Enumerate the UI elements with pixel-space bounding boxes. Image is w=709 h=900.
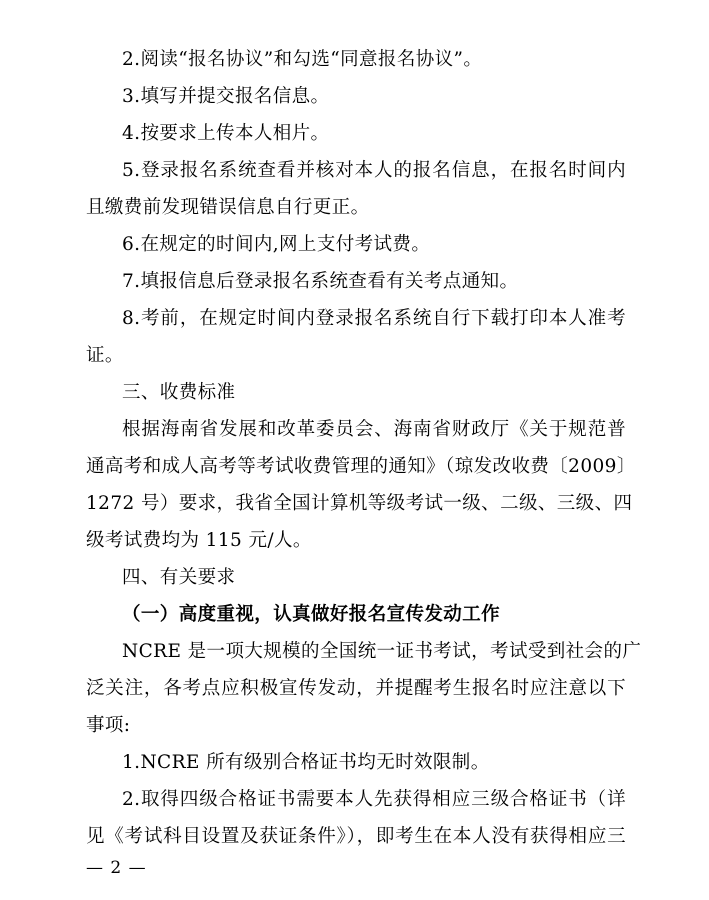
ncre-paragraph-line-3: 事项: <box>86 715 131 736</box>
step-6-line: 6.在规定的时间内,网上支付考试费。 <box>122 234 431 255</box>
step-2-line: 2.阅读“报名协议”和勾选“同意报名协议”。 <box>122 49 483 70</box>
step-5-line-1: 5.登录报名系统查看并核对本人的报名信息，在报名时间内 <box>122 160 626 181</box>
fees-paragraph-line-1: 根据海南省发展和改革委员会、海南省财政厅《关于规范普 <box>122 419 626 440</box>
step-4-line: 4.按要求上传本人相片。 <box>122 123 330 144</box>
step-7-line: 7.填报信息后登录报名系统查看有关考点通知。 <box>122 271 519 292</box>
step-5-line-2: 且缴费前发现错误信息自行更正。 <box>86 197 370 218</box>
item-2-line-2: 见《考试科目设置及获证条件》），即考生在本人没有获得相应三 <box>86 826 626 847</box>
ncre-paragraph-line-2: 泛关注，各考点应积极宣传发动，并提醒考生报名时应注意以下 <box>86 678 626 699</box>
step-8-line-2: 证。 <box>86 345 124 366</box>
step-8-line-1: 8.考前，在规定时间内登录报名系统自行下载打印本人准考 <box>122 308 626 329</box>
section-heading-requirements: 四、有关要求 <box>122 567 236 588</box>
item-1-line: 1.NCRE 所有级别合格证书均无时效限制。 <box>122 752 490 773</box>
page-number: — 2 — <box>86 858 147 878</box>
section-heading-fees: 三、收费标准 <box>122 382 236 403</box>
fees-paragraph-line-4: 级考试费均为 115 元/人。 <box>86 530 312 551</box>
subsection-heading-publicity: （一）高度重视，认真做好报名宣传发动工作 <box>122 604 501 625</box>
ncre-paragraph-line-1: NCRE 是一项大规模的全国统一证书考试，考试受到社会的广 <box>122 641 642 662</box>
item-2-line-1: 2.取得四级合格证书需要本人先获得相应三级合格证书（详 <box>122 789 626 810</box>
step-3-line: 3.填写并提交报名信息。 <box>122 86 330 107</box>
fees-paragraph-line-2: 通高考和成人高考等考试收费管理的通知》（琼发改收费〔2009〕 <box>86 456 636 477</box>
fees-paragraph-line-3: 1272 号）要求，我省全国计算机等级考试一级、二级、三级、四 <box>86 493 633 514</box>
